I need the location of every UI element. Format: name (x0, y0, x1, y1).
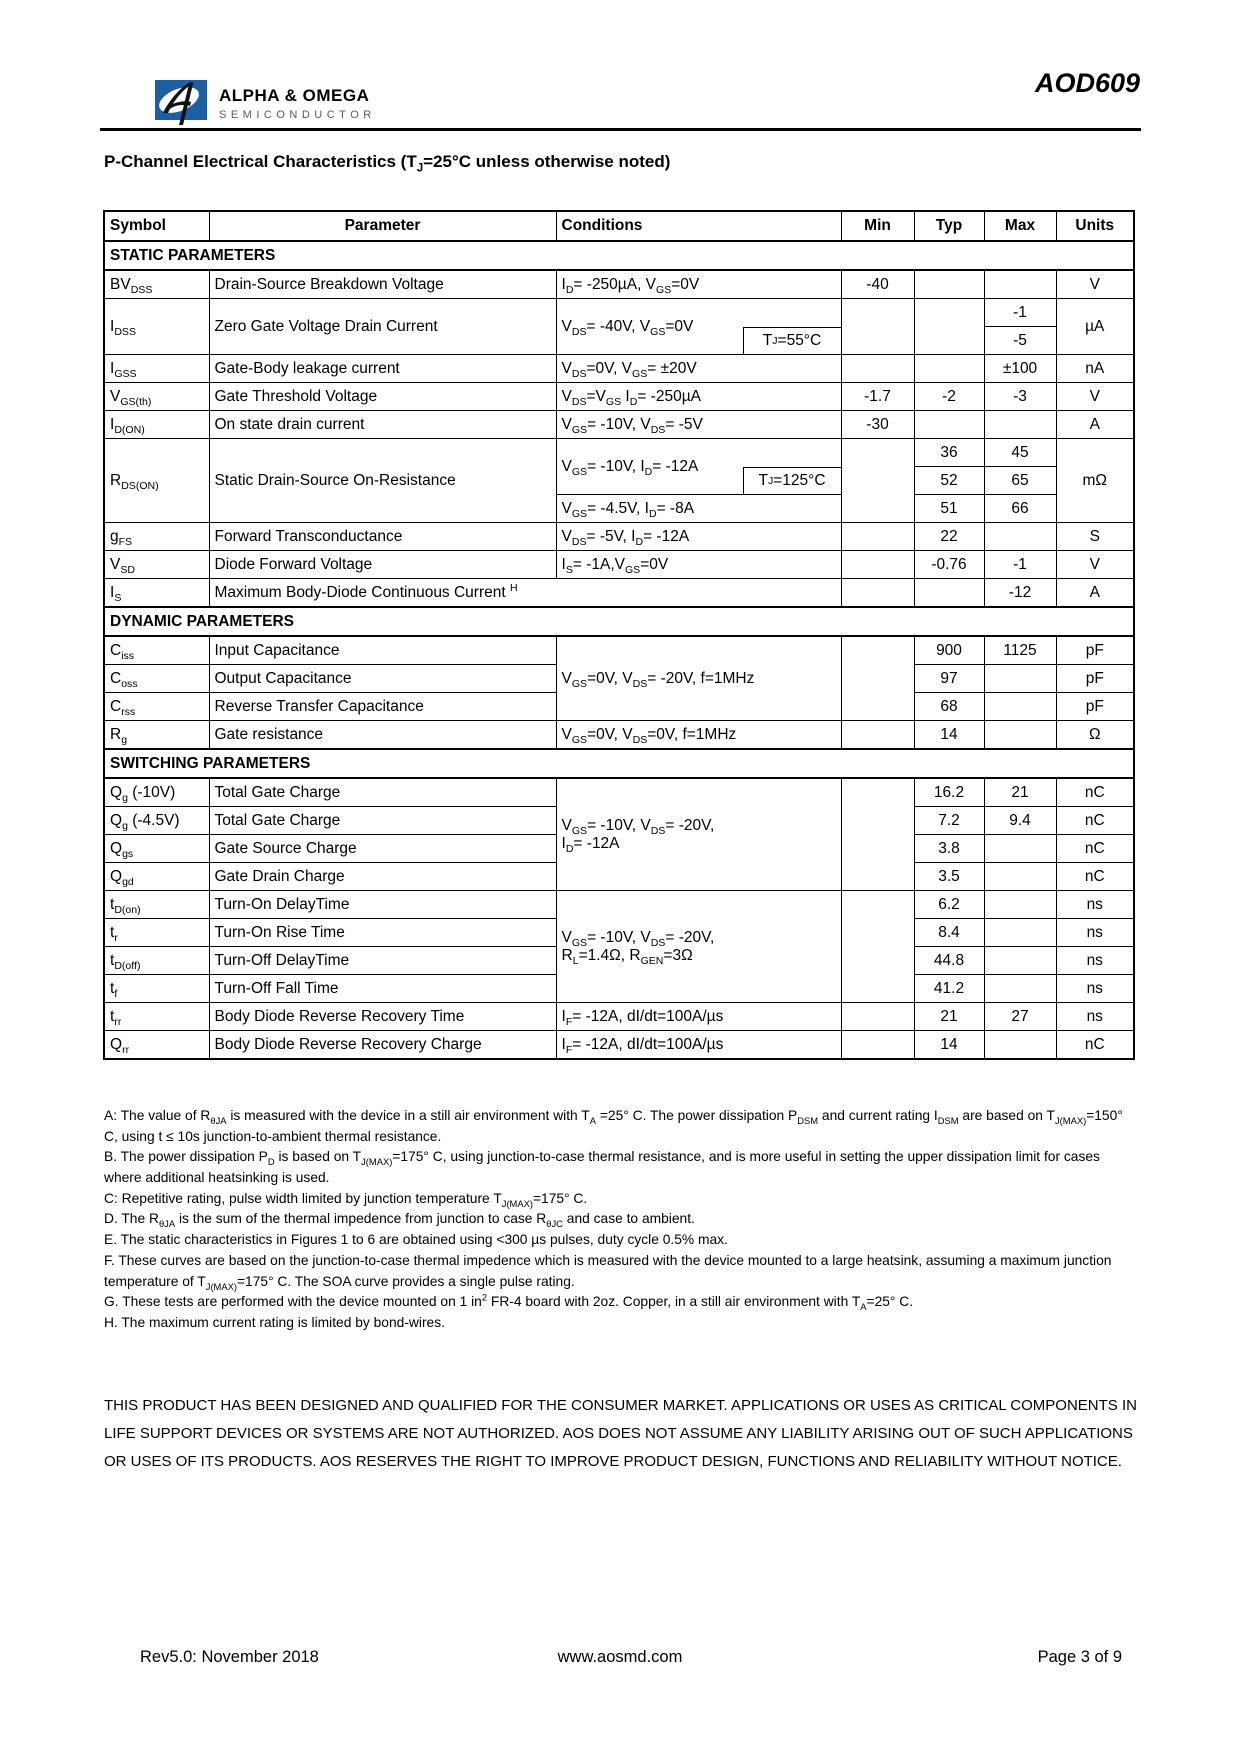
symbol-cell: $C_{oss}$ (104, 665, 209, 693)
max-cell (984, 270, 1056, 299)
symbol-cell: $I_S$ (104, 579, 209, 608)
min-cell: -1.7 (841, 383, 914, 411)
typ-cell: 52 (914, 467, 984, 495)
max-cell: 9.4 (984, 807, 1056, 835)
typ-cell (914, 299, 984, 355)
section-title: DYNAMIC PARAMETERS (104, 607, 1134, 636)
parameter-cell: Static Drain-Source On-Resistance (209, 439, 556, 523)
max-cell (984, 919, 1056, 947)
units-cell: nC (1056, 807, 1134, 835)
typ-cell: 16.2 (914, 778, 984, 807)
conditions-cell: $V_{DS}=V_{GS}$ $I_D= -250\mu A$ (556, 383, 841, 411)
conditions-cell: $V_{GS}=0V$, $V_{DS}=0V$, f=1MHz (556, 721, 841, 750)
units-cell: pF (1056, 693, 1134, 721)
units-cell: A (1056, 579, 1134, 608)
typ-cell: 68 (914, 693, 984, 721)
parameter-cell: Turn-On Rise Time (209, 919, 556, 947)
max-cell (984, 891, 1056, 919)
header-min: Min (841, 211, 914, 241)
section-title: SWITCHING PARAMETERS (104, 749, 1134, 778)
max-cell (984, 523, 1056, 551)
units-cell: Ω (1056, 721, 1134, 750)
brand-text (219, 80, 376, 121)
header-divider (100, 128, 1141, 131)
brand-subtitle: SEMICONDUCTOR (219, 109, 376, 121)
conditions-text-line2: $I_D= -12A$ (561, 834, 620, 855)
symbol-cell: $t_{rr}$ (104, 1003, 209, 1031)
parameter-cell: Turn-On DelayTime (209, 891, 556, 919)
symbol-cell: $t_r$ (104, 919, 209, 947)
row-qg10 (104, 778, 1134, 807)
conditions-cell: $V_{DS}= -5V$, $I_D= -12A$ (556, 523, 841, 551)
units-cell: mΩ (1056, 439, 1134, 523)
parameter-cell: Body Diode Reverse Recovery Time (209, 1003, 556, 1031)
parameter-cell: Turn-Off Fall Time (209, 975, 556, 1003)
parameter-cell: Gate Threshold Voltage (209, 383, 556, 411)
max-cell (984, 975, 1056, 1003)
max-cell: -1 (984, 299, 1056, 327)
conditions-subcondition: T J =55°C (743, 327, 841, 354)
min-cell (841, 355, 914, 383)
typ-cell (914, 411, 984, 439)
footnote-line: F. These curves are based on the junction-to-case thermal impedence which is measured with the device mounted to a large heatsink, assuming a maximum junction temperature of $T_{J(MAX)}=175^\circ$ C. The SOA curve provides a single pulse rating. (104, 1252, 1112, 1292)
footnote-line: H. The maximum current rating is limited by bond-wires. (104, 1314, 445, 1330)
parameter-cell: Gate Source Charge (209, 835, 556, 863)
parameter-cell: Turn-Off DelayTime (209, 947, 556, 975)
max-cell: ±100 (984, 355, 1056, 383)
min-cell (841, 778, 914, 891)
units-cell: ns (1056, 891, 1134, 919)
parameter-cell: Zero Gate Voltage Drain Current (209, 299, 556, 355)
parameter-cell: On state drain current (209, 411, 556, 439)
min-cell (841, 579, 914, 608)
min-cell (841, 636, 914, 721)
typ-cell: 14 (914, 1031, 984, 1060)
units-cell: ns (1056, 1003, 1134, 1031)
section-static-parameters (104, 241, 1134, 270)
typ-cell: 900 (914, 636, 984, 665)
max-cell (984, 693, 1056, 721)
units-cell: µA (1056, 299, 1134, 355)
units-cell: ns (1056, 975, 1134, 1003)
symbol-cell: $I_{GSS}$ (104, 355, 209, 383)
units-cell: nC (1056, 778, 1134, 807)
parameter-cell: Gate-Body leakage current (209, 355, 556, 383)
typ-cell (914, 355, 984, 383)
symbol-cell: $R_{DS(ON)}$ (104, 439, 209, 523)
max-cell: -12 (984, 579, 1056, 608)
row-rdson (104, 439, 1134, 467)
max-cell: -3 (984, 383, 1056, 411)
footnote-line: D. The $R_{\theta JA}$ is the sum of the thermal impedence from junction to case $R_{\theta JC}$ and case to ambient. (104, 1211, 695, 1230)
typ-cell: 8.4 (914, 919, 984, 947)
typ-cell: -0.76 (914, 551, 984, 579)
footnote-line: C: Repetitive rating, pulse width limited by junction temperature $T_{J(MAX)}=175^\circ$ C. (104, 1190, 588, 1209)
max-cell (984, 835, 1056, 863)
footnote-line: E. The static characteristics in Figures 1 to 6 are obtained using <300 µs pulses, duty cycle 0.5% max. (104, 1232, 728, 1248)
row-trr (104, 1003, 1134, 1031)
min-cell (841, 439, 914, 523)
max-cell (984, 863, 1056, 891)
header-symbol: Symbol (104, 211, 209, 241)
units-cell: ns (1056, 947, 1134, 975)
typ-cell: 14 (914, 721, 984, 750)
typ-cell: 36 (914, 439, 984, 467)
units-cell: V (1056, 551, 1134, 579)
footnotes (104, 1106, 1136, 1334)
row-idon (104, 411, 1134, 439)
symbol-cell: $V_{SD}$ (104, 551, 209, 579)
symbol-cell: $I_{DSS}$ (104, 299, 209, 355)
row-tdon (104, 891, 1134, 919)
units-cell: V (1056, 383, 1134, 411)
parameter-cell: Gate Drain Charge (209, 863, 556, 891)
header-units: Units (1056, 211, 1134, 241)
parameter-cell: Body Diode Reverse Recovery Charge (209, 1031, 556, 1060)
section-switching-parameters (104, 749, 1134, 778)
conditions-cell (556, 439, 841, 495)
max-cell: 21 (984, 778, 1056, 807)
symbol-cell: $I_{D(ON)}$ (104, 411, 209, 439)
units-cell: pF (1056, 665, 1134, 693)
typ-cell: 41.2 (914, 975, 984, 1003)
conditions-cell (556, 891, 841, 1003)
max-cell: 27 (984, 1003, 1056, 1031)
parameter-cell: Total Gate Charge (209, 778, 556, 807)
typ-cell (914, 270, 984, 299)
footnote-line: B. The power dissipation $P_D$ is based on $T_{J(MAX)}=175^\circ$ C, using junction-to-case thermal resistance, and is more useful in setting the upper dissipation limit for cases where additional heatsinking is used. (104, 1149, 1100, 1186)
symbol-cell: $t_f$ (104, 975, 209, 1003)
units-cell: nA (1056, 355, 1134, 383)
min-cell (841, 891, 914, 1003)
max-cell: 65 (984, 467, 1056, 495)
typ-cell: 21 (914, 1003, 984, 1031)
row-rg (104, 721, 1134, 750)
part-number: AOD609 (1034, 68, 1140, 98)
conditions-cell: $I_S= -1A,V_{GS}=0V$ (556, 551, 841, 579)
units-cell: A (1056, 411, 1134, 439)
row-vgsth (104, 383, 1134, 411)
row-igss (104, 355, 1134, 383)
parameter-cell: Gate resistance (209, 721, 556, 750)
logo-glyph-icon (155, 80, 207, 126)
max-cell (984, 665, 1056, 693)
conditions-cell: $V_{DS}=0V$, $V_{GS}= \pm 20V$ (556, 355, 841, 383)
typ-cell: 3.8 (914, 835, 984, 863)
revision-text: Rev5.0: November 2018 (140, 1648, 319, 1666)
units-cell: S (1056, 523, 1134, 551)
parameter-cell: Forward Transconductance (209, 523, 556, 551)
parameter-cell: Output Capacitance (209, 665, 556, 693)
max-cell (984, 721, 1056, 750)
units-cell: pF (1056, 636, 1134, 665)
typ-cell: 6.2 (914, 891, 984, 919)
symbol-cell: $t_{D(off)}$ (104, 947, 209, 975)
section-title: STATIC PARAMETERS (104, 241, 1134, 270)
typ-cell (914, 579, 984, 608)
parameter-cell: Reverse Transfer Capacitance (209, 693, 556, 721)
units-cell: nC (1056, 835, 1134, 863)
min-cell (841, 1031, 914, 1060)
conditions-cell: $V_{GS}= -10V$, $V_{DS}= -5V$ (556, 411, 841, 439)
parameter-cell: Total Gate Charge (209, 807, 556, 835)
max-cell: -5 (984, 327, 1056, 355)
symbol-cell: $Q_g$ (-4.5V) (104, 807, 209, 835)
conditions-cell: $I_F= -12A$, dI/dt=100A/µs (556, 1031, 841, 1060)
footnote-line: A: The value of $R_{\theta JA}$ is measured with the device in a still air environment with $T_A =25^\circ$ C. The power dissipation $P_{DSM}$ and current rating $I_{DSM}$ are based on $T_{J(MAX)}=150^\circ$ C, using t ≤ 10s junction-to-ambient thermal resistance. (104, 1108, 1123, 1144)
conditions-cell: $V_{GS}= -4.5V$, $I_D= -8A$ (556, 495, 841, 523)
header-conditions: Conditions (556, 211, 841, 241)
min-cell (841, 1003, 914, 1031)
symbol-cell: $g_{FS}$ (104, 523, 209, 551)
conditions-cell: $V_{GS}=0V$, $V_{DS}= -20V$, f=1MHz (556, 636, 841, 721)
units-cell: nC (1056, 1031, 1134, 1060)
disclaimer-text: THIS PRODUCT HAS BEEN DESIGNED AND QUALIFIED FOR THE CONSUMER MARKET. APPLICATIONS OR USES AS CRITICAL COMPONENTS IN LIFE SUPPORT DEVICES OR SYSTEMS ARE NOT AUTHORIZED. AOS DOES NOT ASSUME ANY LIABILITY ARISING OUT OF SUCH APPLICATIONS OR USES OF ITS PRODUCTS. AOS RESERVES THE RIGHT TO IMPROVE PRODUCT DESIGN, FUNCTIONS AND RELIABILITY WITHOUT NOTICE. (104, 1397, 1137, 1470)
typ-cell: -2 (914, 383, 984, 411)
company-logo (155, 80, 376, 126)
table-header-row (104, 211, 1134, 241)
website-link: www.aosmd.com (557, 1648, 683, 1666)
max-cell (984, 411, 1056, 439)
typ-cell: 7.2 (914, 807, 984, 835)
max-cell: 45 (984, 439, 1056, 467)
conditions-text-line1: $V_{GS}= -10V$, $V_{DS}= -20V$, (561, 928, 715, 949)
page-number: Page 3 of 9 (1037, 1648, 1122, 1666)
min-cell (841, 299, 914, 355)
electrical-characteristics-table (103, 210, 1135, 1060)
units-cell: V (1056, 270, 1134, 299)
symbol-cell: $Q_g$ (-10V) (104, 778, 209, 807)
conditions-text: $V_{GS}= -10V$, $I_D= -12A$ (561, 457, 699, 478)
conditions-text-line1: $V_{GS}= -10V$, $V_{DS}= -20V$, (561, 816, 715, 837)
row-is (104, 579, 1134, 608)
min-cell (841, 551, 914, 579)
row-vsd (104, 551, 1134, 579)
row-bvdss (104, 270, 1134, 299)
conditions-cell (556, 778, 841, 891)
symbol-cell: $C_{rss}$ (104, 693, 209, 721)
parameter-cell: Drain-Source Breakdown Voltage (209, 270, 556, 299)
parameter-cell: Input Capacitance (209, 636, 556, 665)
min-cell: -30 (841, 411, 914, 439)
row-idss (104, 299, 1134, 327)
max-cell: 66 (984, 495, 1056, 523)
min-cell (841, 721, 914, 750)
symbol-cell: $Q_{rr}$ (104, 1031, 209, 1060)
typ-cell: 44.8 (914, 947, 984, 975)
brand-name: ALPHA & OMEGA (219, 86, 370, 105)
symbol-cell: $BV_{DSS}$ (104, 270, 209, 299)
conditions-text-line2: $R_L=1.4\Omega$, $R_{GEN}=3\Omega$ (561, 946, 693, 967)
conditions-subcondition: T J =125°C (743, 467, 841, 494)
conditions-cell (556, 299, 841, 355)
max-cell (984, 1031, 1056, 1060)
min-cell: -40 (841, 270, 914, 299)
max-cell: -1 (984, 551, 1056, 579)
conditions-cell: $I_D= -250\mu A$, $V_{GS}=0V$ (556, 270, 841, 299)
row-gfs (104, 523, 1134, 551)
section-dynamic-parameters (104, 607, 1134, 636)
conditions-cell: $I_F= -12A$, dI/dt=100A/µs (556, 1003, 841, 1031)
typ-cell: 51 (914, 495, 984, 523)
footnote-line: G. These tests are performed with the device mounted on 1 $in^2$ FR-4 board with 2oz. Copper, in a still air environment with $T_A=25^\circ$ C. (104, 1292, 914, 1312)
symbol-cell: $Q_{gd}$ (104, 863, 209, 891)
parameter-cell: Diode Forward Voltage (209, 551, 556, 579)
row-qrr (104, 1031, 1134, 1060)
conditions-text: $V_{DS}= -40V$, $V_{GS}=0V$ (561, 317, 694, 338)
symbol-cell: $V_{GS(th)}$ (104, 383, 209, 411)
typ-cell: 3.5 (914, 863, 984, 891)
units-cell: ns (1056, 919, 1134, 947)
row-ciss (104, 636, 1134, 665)
page-title: P-Channel Electrical Characteristics ($T_J=25^\circ C$ unless otherwise noted) (104, 152, 671, 175)
header-max: Max (984, 211, 1056, 241)
symbol-cell: $C_{iss}$ (104, 636, 209, 665)
max-cell (984, 947, 1056, 975)
symbol-cell: $R_g$ (104, 721, 209, 750)
parameter-cell: Maximum Body-Diode Continuous Current $^H$ (209, 579, 841, 608)
max-cell: 1125 (984, 636, 1056, 665)
typ-cell: 97 (914, 665, 984, 693)
alpha-omega-logo-icon (155, 80, 207, 126)
min-cell (841, 523, 914, 551)
symbol-cell: $Q_{gs}$ (104, 835, 209, 863)
units-cell: nC (1056, 863, 1134, 891)
symbol-cell: $t_{D(on)}$ (104, 891, 209, 919)
header-parameter: Parameter (209, 211, 556, 241)
typ-cell: 22 (914, 523, 984, 551)
header-typ: Typ (914, 211, 984, 241)
